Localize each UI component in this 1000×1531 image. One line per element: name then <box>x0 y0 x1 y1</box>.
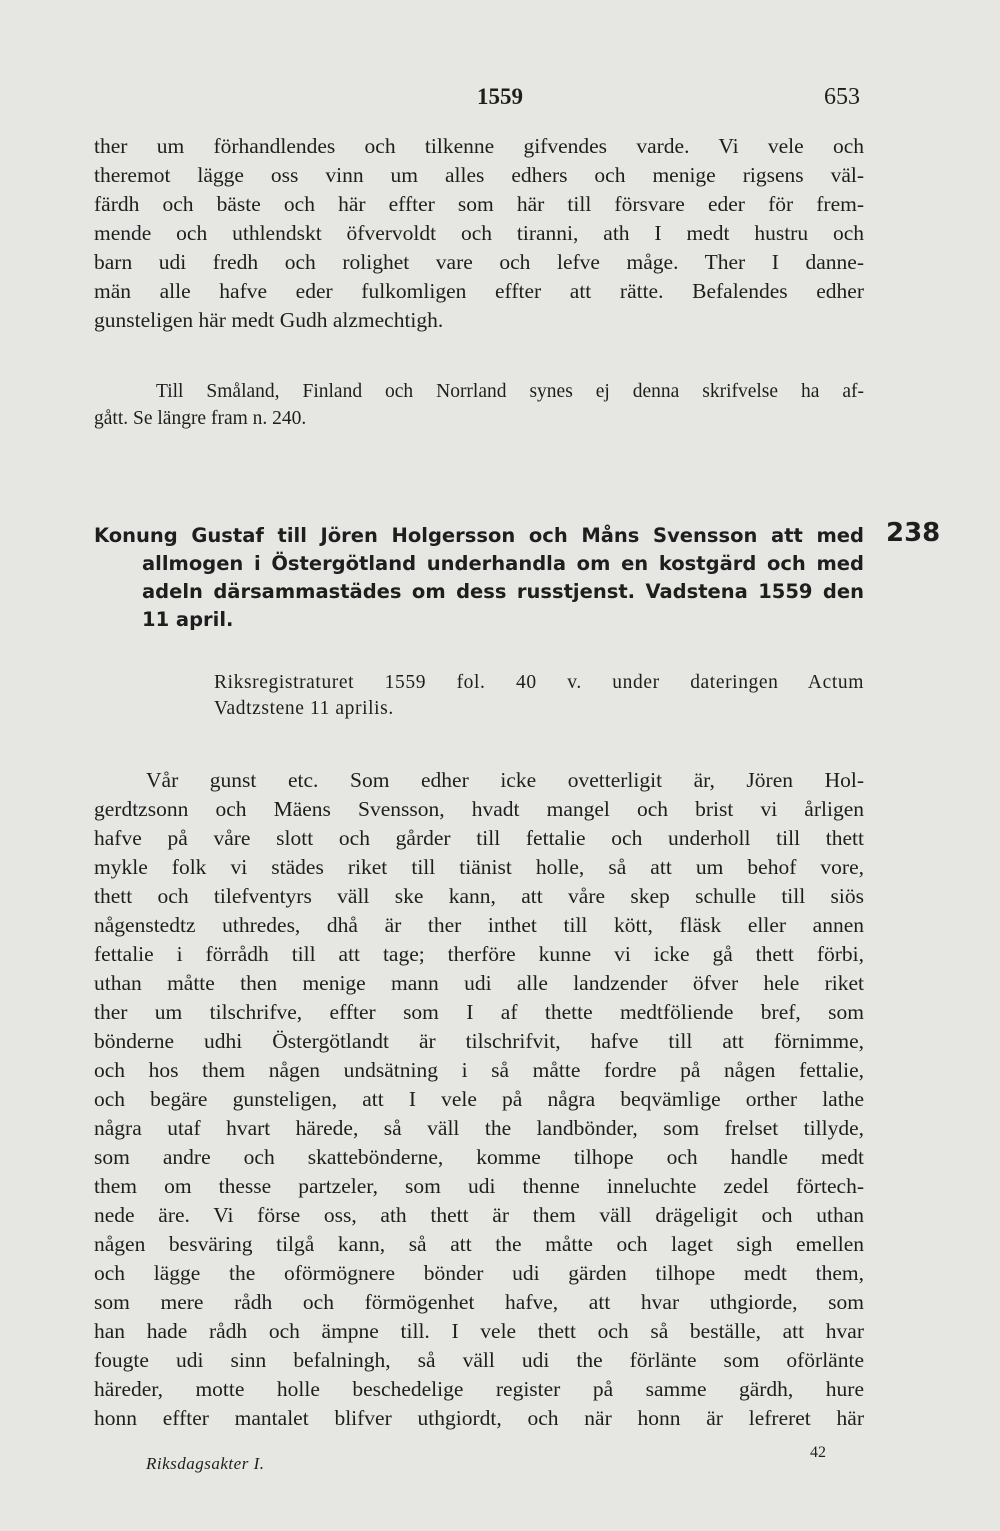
heading-line: allmogen i Östergötland underhandla om en kostgärd och med <box>142 552 864 575</box>
text-line: honn effter mantalet blifver uthgiordt, och när honn är lefreret här <box>94 1406 864 1430</box>
document-number: 238 <box>886 518 941 548</box>
text-line: barn udi fredh och rolighet vare och lefve måge. Ther I danne- <box>94 250 864 274</box>
text-line: häreder, motte holle beschedelige register på samme gärdh, hure <box>94 1377 864 1401</box>
text-line: hafve på våre slott och gårder till fettalie och underholl till thett <box>94 826 864 850</box>
text-line: fougte udi sinn befalningh, så väll udi the förlänte som oförlänte <box>94 1348 864 1372</box>
editorial-note <box>94 378 864 432</box>
text-line: färdh och bäste och här effter som här till försvare eder för frem- <box>94 192 864 216</box>
heading-line: Konung Gustaf till Jören Holgersson och Måns Svensson att med <box>94 524 864 547</box>
text-line: gerdtzsonn och Mäens Svensson, hvadt mangel och brist vi årligen <box>94 797 864 821</box>
source-reference <box>214 670 864 722</box>
text-line: någen besväring tilgå kann, så att the måtte och laget sigh emellen <box>94 1232 864 1256</box>
note-line: Till Småland, Finland och Norrland synes ej denna skrifvelse ha af- <box>156 381 864 402</box>
text-line: them om thesse partzeler, som udi thenne inneluchte zedel förtech- <box>94 1174 864 1198</box>
text-line: och hos them någen undsätning i så måtte fordre på någen fettalie, <box>94 1058 864 1082</box>
text-line: mende och uthlendskt öfvervoldt och tiranni, ath I medt hustru och <box>94 221 864 245</box>
text-line: Vår gunst etc. Som edher icke ovetterligit är, Jören Hol- <box>146 768 864 792</box>
text-line: thett och tilefventyrs väll ske kann, att våre skep schulle till siös <box>94 884 864 908</box>
paragraph-continuation <box>94 132 864 335</box>
text-line: ther um förhandlendes och tilkenne gifvendes varde. Vi vele och <box>94 134 864 158</box>
text-line: theremot lägge oss vinn um alles edhers och menige rigsens väl- <box>94 163 864 187</box>
text-line: mykle folk vi städes riket till tiänist holle, så att um behof vore, <box>94 855 864 879</box>
letter-body <box>94 766 864 1433</box>
footer-series-title: Riksdagsakter I. <box>146 1454 265 1473</box>
document-heading <box>94 522 864 634</box>
text-line: någenstedtz uthredes, dhå är ther inthet till kött, fläsk eller annen <box>94 913 864 937</box>
running-header-year: 1559 <box>477 84 523 109</box>
text-line: nede äre. Vi förse oss, ath thett är them väll drägeligit och uthan <box>94 1203 864 1227</box>
text-line: som mere rådh och förmögenhet hafve, att hvar uthgiorde, som <box>94 1290 864 1314</box>
note-line: gått. Se längre fram n. 240. <box>94 408 307 429</box>
heading-line: adeln därsammastädes om dess russtjenst. Vadstena 1559 den <box>142 580 864 603</box>
text-line: han hade rådh och ämpne till. I vele thett och så beställe, att hvar <box>94 1319 864 1343</box>
heading-line: 11 april. <box>142 608 234 631</box>
text-line: ther um tilschrifve, effter som I af thette medtföliende bref, som <box>94 1000 864 1024</box>
page-number: 653 <box>824 84 860 110</box>
text-line: och lägge the oförmögnere bönder udi gärden tilhope medt them, <box>94 1261 864 1285</box>
text-line: några utaf hvart härede, så väll the landbönder, som frelset tillyde, <box>94 1116 864 1140</box>
text-line: bönderne udhi Östergötlandt är tilschrifvit, hafve till att förnimme, <box>94 1029 864 1053</box>
text-line: män alle hafve eder fulkomligen effter att rätte. Befalendes edher <box>94 279 864 303</box>
text-line: uthan måtte then menige mann udi alle landzender öfver hele riket <box>94 971 864 995</box>
text-line: och begäre gunsteligen, att I vele på några beqvämlige orther lathe <box>94 1087 864 1111</box>
text-line: fettalie i förrådh till att tage; therföre kunne vi icke gå thett förbi, <box>94 942 864 966</box>
source-line: Riksregistraturet 1559 fol. 40 v. under dateringen Actum <box>214 672 864 693</box>
signature-mark: 42 <box>810 1444 826 1461</box>
text-line: gunsteligen här medt Gudh alzmechtigh. <box>94 308 444 332</box>
text-line: som andre och skattebönderne, komme tilhope och handle medt <box>94 1145 864 1169</box>
source-line: Vadtzstene 11 aprilis. <box>214 698 394 719</box>
